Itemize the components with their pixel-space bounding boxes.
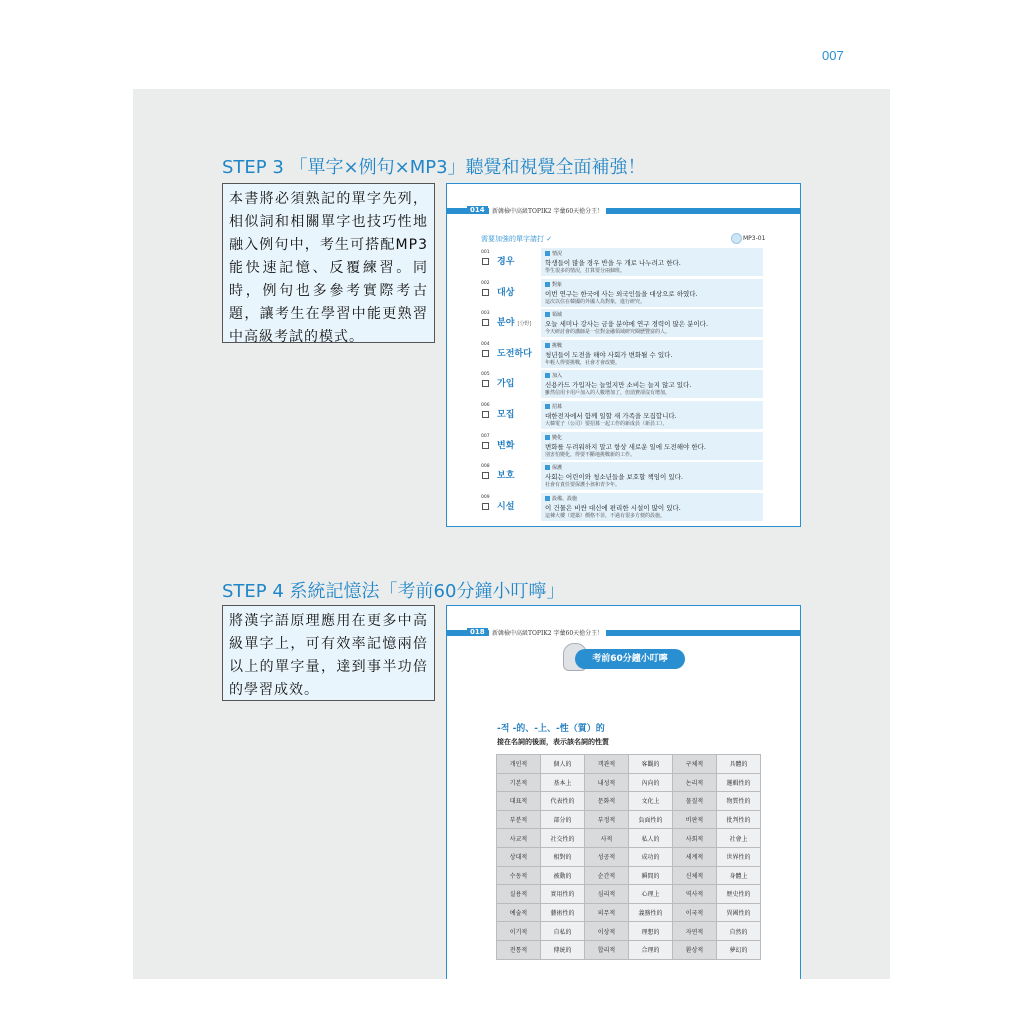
- table-row: [497, 866, 761, 885]
- chinese-cell: 內向的: [629, 773, 673, 792]
- mp3-label: MP3-01: [743, 235, 766, 242]
- vocab-entry: [477, 432, 766, 460]
- korean-cell: 세계적: [673, 847, 717, 866]
- shot-book-title: 新韓檢中高級TOPIK2 字彙60天搶分王！: [489, 206, 606, 215]
- entry-number: 003: [481, 311, 490, 317]
- table-row: [497, 792, 761, 811]
- meaning-marker-icon: [545, 251, 550, 256]
- entry-word: [497, 376, 514, 389]
- chinese-cell: 實用性的: [541, 885, 585, 904]
- korean-cell: 예술적: [497, 903, 541, 922]
- korean-cell: 구체적: [673, 755, 717, 774]
- entry-chinese-translation: 學生很多的情況，打算要分兩個班。: [545, 268, 626, 274]
- table-row: [497, 922, 761, 941]
- korean-cell: 대표적: [497, 792, 541, 811]
- entry-number: 006: [481, 403, 490, 408]
- korean-cell: 부분적: [497, 810, 541, 829]
- entry-word-text: 변화: [497, 440, 515, 451]
- chinese-cell: 客觀的: [629, 755, 673, 774]
- korean-cell: 이국적: [673, 903, 717, 922]
- vocab-entry: [477, 309, 766, 337]
- entry-meaning-text: 變化: [552, 434, 563, 441]
- entry-word: [497, 315, 531, 328]
- entry-word-text: 대상: [497, 287, 515, 298]
- chinese-cell: 基本上: [541, 773, 585, 792]
- korean-cell: 역사적: [673, 885, 717, 904]
- chinese-cell: 傳統的: [541, 940, 585, 959]
- entry-word: [497, 438, 514, 451]
- chinese-cell: 物質性的: [717, 792, 761, 811]
- entry-number: 001: [481, 250, 490, 255]
- chinese-cell: 世界性的: [717, 847, 761, 866]
- chinese-cell: 負面性的: [629, 810, 673, 829]
- meaning-marker-icon: [545, 404, 550, 409]
- entry-body: [541, 432, 763, 460]
- korean-cell: 기본적: [497, 773, 541, 792]
- korean-cell: 상대적: [497, 847, 541, 866]
- entry-number: 005: [481, 372, 490, 378]
- entry-number: 008: [481, 464, 490, 470]
- table-row: [497, 847, 761, 866]
- chinese-cell: 瞬間的: [629, 866, 673, 885]
- entry-meaning-text: 對象: [552, 281, 563, 288]
- entry-meaning: [545, 281, 562, 288]
- entry-checkbox[interactable]: [482, 411, 489, 418]
- chinese-cell: 批判性的: [717, 810, 761, 829]
- entry-word: [497, 407, 514, 420]
- entry-word-text: 경우: [497, 257, 515, 267]
- korean-cell: 환상적: [673, 940, 717, 959]
- table-row: [497, 810, 761, 829]
- entry-word: [497, 499, 514, 512]
- korean-cell: 순간적: [585, 866, 629, 885]
- entry-body: [541, 370, 763, 398]
- entry-korean-example: 사회는 어린이와 청소년들을 보호할 책임이 있다.: [545, 473, 683, 482]
- entry-meaning-text: 保護: [552, 465, 563, 472]
- vocab-entry: [477, 370, 766, 398]
- chinese-cell: 社交性的: [541, 829, 585, 848]
- entry-word-text: 시설: [497, 501, 515, 512]
- vocab-entry: [477, 462, 766, 490]
- entry-word-text: 도전하다: [497, 348, 532, 359]
- chinese-cell: 邏輯性的: [717, 773, 761, 792]
- entry-word-text: 가입: [497, 379, 515, 390]
- chinese-cell: 異國性的: [717, 903, 761, 922]
- entry-chinese-translation: 大韓電子（公司）要招募一起工作的新成員（新員工）。: [545, 421, 668, 427]
- entry-meaning: [545, 464, 562, 471]
- suffix-title: -적 -的、-上、-性（質）的: [497, 724, 605, 734]
- vocab-entry: [477, 401, 766, 429]
- chinese-cell: 代表性的: [541, 792, 585, 811]
- entry-checkbox[interactable]: [482, 289, 489, 296]
- chinese-cell: 個人的: [541, 755, 585, 774]
- shot-book-title: 新韓檢中高級TOPIK2 字彙60天搶分王！: [489, 628, 606, 637]
- entry-korean-example: 청년들이 도전을 해야 사회가 변화될 수 있다.: [545, 350, 673, 359]
- entry-body: [541, 401, 763, 429]
- korean-cell: 실용적: [497, 885, 541, 904]
- chinese-cell: 合理的: [629, 940, 673, 959]
- entry-meaning: [545, 372, 562, 379]
- table-row: [497, 903, 761, 922]
- chinese-cell: 成功的: [629, 847, 673, 866]
- entry-hanja-tag: [分野]: [517, 321, 532, 328]
- vocab-entry: [477, 279, 766, 307]
- entry-meaning-text: 挑戰: [552, 342, 563, 349]
- entry-word: [497, 346, 532, 359]
- korean-cell: 수동적: [497, 866, 541, 885]
- entry-body: [541, 493, 763, 521]
- entry-meaning: [545, 250, 562, 257]
- table-row: [497, 755, 761, 774]
- korean-cell: 사교적: [497, 829, 541, 848]
- korean-cell: 이기적: [497, 922, 541, 941]
- vocab-table: [496, 754, 761, 960]
- entry-checkbox[interactable]: [482, 503, 489, 510]
- chinese-cell: 自私的: [541, 922, 585, 941]
- entry-meaning: [545, 342, 562, 349]
- entry-body: [541, 340, 763, 368]
- entry-word-text: 모집: [497, 410, 515, 420]
- entry-number: 009: [481, 494, 490, 500]
- entry-word: [497, 285, 514, 298]
- table-row: [497, 773, 761, 792]
- korean-cell: 객관적: [585, 755, 629, 774]
- chinese-cell: 私人的: [629, 829, 673, 848]
- entry-meaning-text: 領域: [552, 312, 563, 319]
- chinese-cell: 藝術性的: [541, 903, 585, 922]
- vocab-entry: [477, 493, 766, 521]
- chinese-cell: 身體上: [717, 866, 761, 885]
- korean-cell: 신체적: [673, 866, 717, 885]
- page-number: 007: [822, 48, 844, 63]
- table-row: [497, 940, 761, 959]
- vocab-entry: [477, 340, 766, 368]
- chinese-cell: 被動的: [541, 866, 585, 885]
- korean-cell: 이상적: [585, 922, 629, 941]
- entry-body: [541, 462, 763, 490]
- meaning-marker-icon: [545, 465, 550, 470]
- entry-meaning-text: 情況: [552, 251, 563, 257]
- korean-cell: 물질적: [673, 792, 717, 811]
- korean-cell: 심리적: [585, 885, 629, 904]
- korean-cell: 의무적: [585, 903, 629, 922]
- checklist-heading: 需要加強的單字請打 ✓: [481, 235, 553, 243]
- entry-checkbox[interactable]: [482, 350, 489, 357]
- chinese-cell: 歷史性的: [717, 885, 761, 904]
- entry-number: 007: [481, 433, 490, 439]
- table-row: [497, 829, 761, 848]
- entry-checkbox[interactable]: [482, 258, 489, 265]
- meaning-marker-icon: [545, 312, 550, 317]
- entry-korean-example: 신용카드 가입자는 늘었지만 소비는 늘지 않고 있다.: [545, 381, 692, 390]
- mp3-icon: [731, 233, 742, 244]
- entry-word-text: 보호: [497, 471, 515, 482]
- entry-word-text: 분야: [497, 318, 515, 329]
- tips-banner: 考前60分鐘小叮嚀: [575, 649, 685, 669]
- korean-cell: 문화적: [585, 792, 629, 811]
- meaning-marker-icon: [545, 282, 550, 287]
- shot-page-number: 014: [467, 206, 488, 214]
- korean-cell: 논리적: [673, 773, 717, 792]
- entry-chinese-translation: 今天研討會的講師是一位對金融領域研究閱歷豐富的人。: [545, 329, 671, 336]
- chinese-cell: 社會上: [717, 829, 761, 848]
- entry-korean-example: 변화를 두려워하지 말고 항상 새로운 일에 도전해야 한다.: [545, 442, 706, 451]
- meaning-marker-icon: [545, 343, 550, 348]
- entry-korean-example: 이 건물은 비싼 대신에 편리한 시설이 많이 있다.: [545, 503, 681, 512]
- entry-meaning-text: 招募: [552, 404, 563, 410]
- entry-checkbox[interactable]: [482, 472, 489, 479]
- suffix-subtitle: 接在名詞的後面，表示該名詞的性質: [497, 738, 609, 746]
- shot-page-number: 018: [467, 628, 488, 636]
- entry-chinese-translation: 這次以住在韓國的外國人為對象，進行研究。: [545, 298, 646, 305]
- entry-body: [541, 248, 763, 276]
- entry-checkbox[interactable]: [482, 442, 489, 449]
- meaning-marker-icon: [545, 373, 550, 378]
- korean-cell: 성공적: [585, 847, 629, 866]
- entry-word: [497, 254, 514, 267]
- korean-cell: 자연적: [673, 922, 717, 941]
- korean-cell: 전통적: [497, 940, 541, 959]
- entry-chinese-translation: 年輕人得要挑戰，社會才會改變。: [545, 359, 621, 366]
- step4-title: STEP 4 系統記憶法「考前60分鐘小叮嚀」: [222, 581, 565, 602]
- entry-meaning: [545, 403, 562, 410]
- entry-number: 004: [481, 341, 490, 347]
- entry-body: [541, 309, 763, 337]
- chinese-cell: 部分的: [541, 810, 585, 829]
- entry-korean-example: 이번 연구는 한국에 사는 외국인들을 대상으로 하였다.: [545, 289, 698, 298]
- entry-meaning-text: 設備、設施: [552, 495, 578, 502]
- chinese-cell: 具體的: [717, 755, 761, 774]
- entry-meaning: [545, 495, 577, 502]
- korean-cell: 합리적: [585, 940, 629, 959]
- chinese-cell: 理想的: [629, 922, 673, 941]
- korean-cell: 사회적: [673, 829, 717, 848]
- chinese-cell: 義務性的: [629, 903, 673, 922]
- entry-meaning-text: 加入: [552, 373, 563, 380]
- entry-chinese-translation: 雖然信用卡用戶加入的人數增加了，但消費卻沒有增加。: [545, 390, 671, 397]
- entry-number: 002: [481, 280, 490, 286]
- entry-korean-example: 대한전자에서 함께 일할 새 가족을 모집합니다.: [545, 412, 677, 420]
- korean-cell: 내성적: [585, 773, 629, 792]
- meaning-marker-icon: [545, 496, 550, 501]
- entry-checkbox[interactable]: [482, 380, 489, 387]
- vocab-entry: [477, 248, 766, 276]
- entry-meaning: [545, 311, 562, 318]
- step4-screenshot: [446, 605, 801, 979]
- korean-cell: 사적: [585, 829, 629, 848]
- chinese-cell: 夢幻的: [717, 940, 761, 959]
- chinese-cell: 文化上: [629, 792, 673, 811]
- chinese-cell: 心理上: [629, 885, 673, 904]
- entry-word: [497, 468, 514, 481]
- entry-korean-example: 오늘 세미나 강사는 금융 분야에 연구 경력이 많은 분이다.: [545, 320, 709, 329]
- chinese-cell: 相對的: [541, 847, 585, 866]
- korean-cell: 개인적: [497, 755, 541, 774]
- step3-note: 本書將必須熟記的單字先列，相似詞和相關單字也技巧性地融入例句中，考生可搭配MP3能快速記憶、反覆練習。同時，例句也多參考實際考古題，讓考生在學習中能更熟習中高級考試的模式。: [222, 183, 435, 343]
- step4-note: 將漢字語原理應用在更多中高級單字上，可有效率記憶兩倍以上的單字量，達到事半功倍的學習成效。: [222, 605, 435, 701]
- entry-chinese-translation: 這棟大樓（建築）價格不菲，不過有很多方便的設施。: [545, 512, 666, 519]
- entry-checkbox[interactable]: [482, 319, 489, 326]
- chinese-cell: 自然的: [717, 922, 761, 941]
- korean-cell: 비판적: [673, 810, 717, 829]
- korean-cell: 부정적: [585, 810, 629, 829]
- step3-screenshot: [446, 183, 801, 527]
- entry-body: [541, 279, 763, 307]
- entry-korean-example: 학생들이 많을 경우 반을 두 개로 나누려고 한다.: [545, 259, 681, 267]
- entry-chinese-translation: 別害怕變化，得要不斷地挑戰新的工作。: [545, 451, 636, 458]
- meaning-marker-icon: [545, 435, 550, 440]
- entry-meaning: [545, 434, 562, 441]
- step3-title: STEP 3 「單字×例句×MP3」聽覺和視覺全面補強！: [222, 157, 646, 178]
- entry-chinese-translation: 社會有責任要保護小孩和青少年。: [545, 482, 621, 489]
- table-row: [497, 885, 761, 904]
